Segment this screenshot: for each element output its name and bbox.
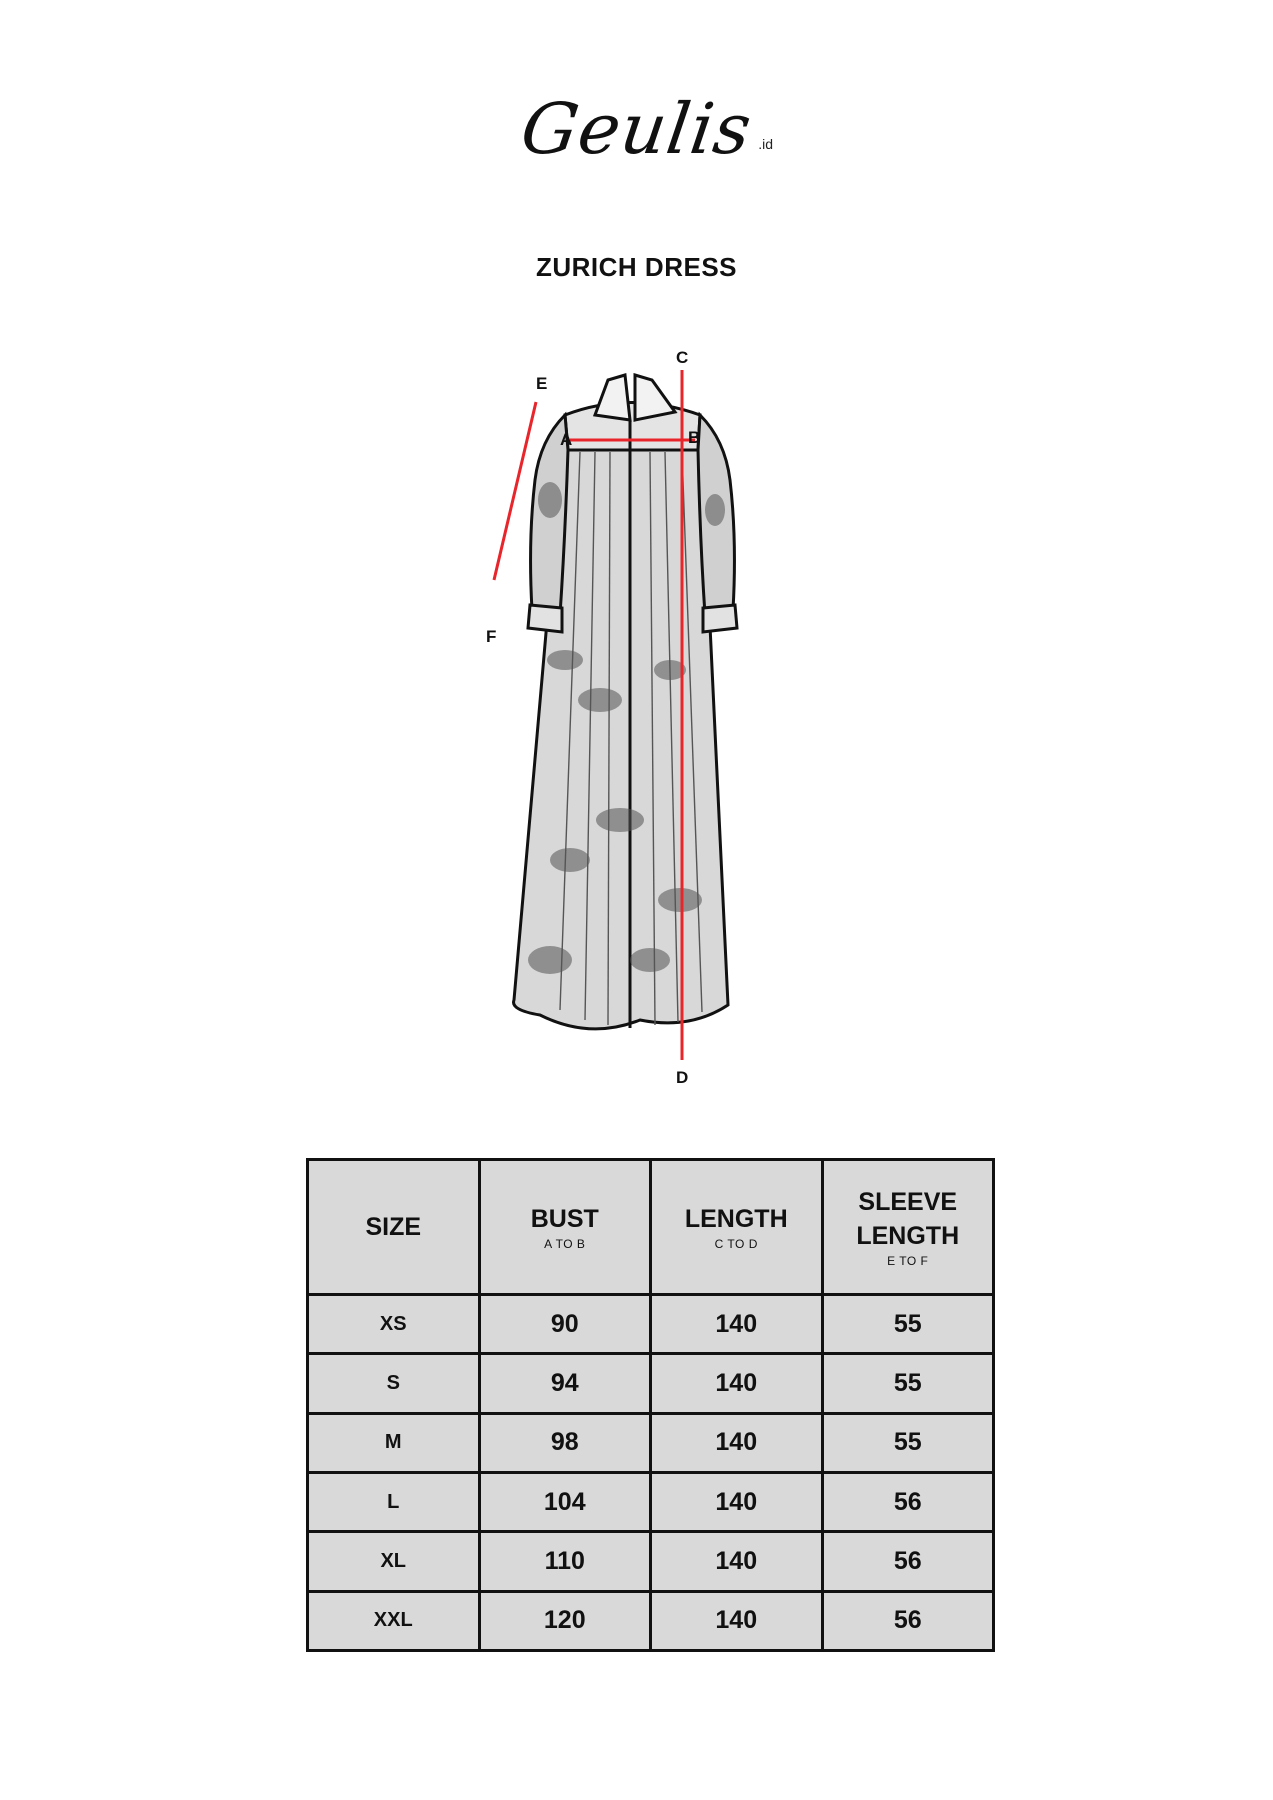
header-size-label: SIZE xyxy=(365,1213,422,1241)
table-header-row xyxy=(308,1160,994,1295)
table-row xyxy=(308,1472,994,1531)
dress-left-cuff xyxy=(528,605,562,632)
header-bust-label: BUST xyxy=(530,1205,599,1233)
brand-logo xyxy=(0,88,1273,170)
cell-sleeve: 55 xyxy=(822,1413,994,1472)
dress-right-cuff xyxy=(703,605,737,632)
cell-sleeve: 56 xyxy=(822,1591,994,1650)
logo-text: Geulis xyxy=(516,88,757,170)
dress-illustration xyxy=(470,340,770,1090)
cell-sleeve: 56 xyxy=(822,1532,994,1591)
header-length xyxy=(651,1160,823,1295)
header-sleeve-sub: E TO F xyxy=(887,1254,929,1268)
header-bust xyxy=(479,1160,651,1295)
point-b-label: B xyxy=(688,428,701,447)
header-sleeve xyxy=(822,1160,994,1295)
logo-wordmark xyxy=(516,88,774,170)
cell-bust: 104 xyxy=(479,1472,651,1531)
cell-sleeve: 55 xyxy=(822,1354,994,1413)
cell-size: S xyxy=(308,1354,480,1413)
product-title: ZURICH DRESS xyxy=(535,252,737,282)
cell-bust: 94 xyxy=(479,1354,651,1413)
cell-bust: 98 xyxy=(479,1413,651,1472)
cell-size: XL xyxy=(308,1532,480,1591)
cell-length: 140 xyxy=(651,1532,823,1591)
cell-length: 140 xyxy=(651,1295,823,1354)
point-f-label: F xyxy=(486,627,497,646)
table-row xyxy=(308,1591,994,1650)
header-bust-sub: A TO B xyxy=(544,1237,586,1251)
dress-measurement-diagram xyxy=(470,340,770,1090)
cell-size: L xyxy=(308,1472,480,1531)
cell-sleeve: 55 xyxy=(822,1295,994,1354)
point-c-label: C xyxy=(676,348,689,367)
cell-length: 140 xyxy=(651,1354,823,1413)
size-chart-table xyxy=(306,1158,995,1652)
cell-length: 140 xyxy=(651,1413,823,1472)
cell-size: XS xyxy=(308,1295,480,1354)
cell-bust: 110 xyxy=(479,1532,651,1591)
dress-collar-left xyxy=(595,375,630,420)
cell-size: XXL xyxy=(308,1591,480,1650)
table-row xyxy=(308,1354,994,1413)
cell-size: M xyxy=(308,1413,480,1472)
point-d-label: D xyxy=(676,1068,689,1087)
header-sleeve-label: SLEEVE LENGTH xyxy=(856,1188,960,1250)
point-a-label: A xyxy=(560,430,573,449)
dress-collar-right xyxy=(635,375,675,420)
header-length-label: LENGTH xyxy=(684,1205,788,1233)
dress-yoke xyxy=(565,403,700,451)
header-length-sub: C TO D xyxy=(714,1237,758,1251)
header-size xyxy=(308,1160,480,1295)
table-row xyxy=(308,1295,994,1354)
cell-length: 140 xyxy=(651,1591,823,1650)
table-row xyxy=(308,1532,994,1591)
table-row xyxy=(308,1413,994,1472)
point-e-label: E xyxy=(536,374,548,393)
logo-suffix: .id xyxy=(758,136,774,152)
cell-bust: 120 xyxy=(479,1591,651,1650)
cell-bust: 90 xyxy=(479,1295,651,1354)
cell-length: 140 xyxy=(651,1472,823,1531)
cell-sleeve: 56 xyxy=(822,1472,994,1531)
